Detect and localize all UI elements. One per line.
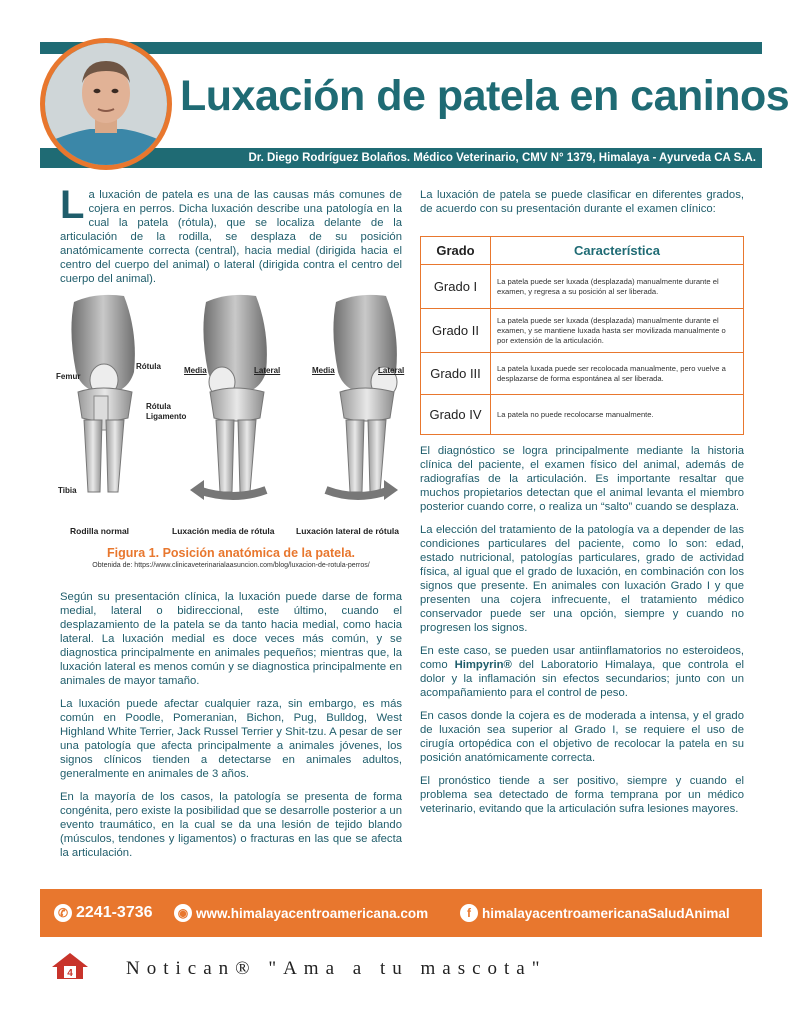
grade-cell: Grado II <box>421 309 491 353</box>
author-byline: Dr. Diego Rodríguez Bolaños. Médico Veterinario, CMV N° 1379, Himalaya - Ayurveda CA S.A. <box>248 152 756 164</box>
table-row <box>421 353 744 395</box>
globe-icon: ◉ <box>174 904 192 922</box>
grade-cell: Grado I <box>421 265 491 309</box>
grade-cell: Grado III <box>421 353 491 395</box>
label-lateral-1: Lateral <box>254 366 281 375</box>
paragraph-part: del Laboratorio Himalaya, que controla el dolor y la inflamación sin efectos secundarios; junto con un acompañamiento para el control de peso. <box>420 659 744 699</box>
brand-name: Himpyrin® <box>454 659 512 671</box>
paragraph: El diagnóstico se logra principalmente mediante la historia clínica del paciente, el examen físico del animal, además de radiografías de la articulación. Es importante resaltar que muchos propietarios detectan que el animal levanta el miembro posterior cuando corre, o realiza un “salto” cuando se desplaza. <box>420 445 744 513</box>
table-row <box>421 309 744 353</box>
house-logo-icon <box>50 951 90 986</box>
header-top-bar <box>40 42 762 54</box>
label-media-1: Media <box>184 366 207 375</box>
paragraph: La elección del tratamiento de la patología va a depender de las condiciones particulares del paciente, como lo son: edad, estado nutricional, patologías particulares, grado de actividad física, al igual que el grado de luxación, en combinación con los signos que presente. En animales con luxación Grado I y que presenten una cojera infrecuente, el tratamiento médico conservador puede ser una opción, siempre y cuando no progresen los signos. <box>420 524 744 634</box>
footer-contact-bar <box>40 889 762 937</box>
phone-icon: ✆ <box>54 904 72 922</box>
facebook-icon: f <box>460 904 478 922</box>
left-column-body <box>60 590 402 869</box>
subcaption-medial: Luxación media de rótula <box>172 526 275 536</box>
table-row <box>421 395 744 435</box>
svg-text:4: 4 <box>67 968 73 979</box>
phone-number: 2241-3736 <box>76 904 153 921</box>
paragraph: En casos donde la cojera es de moderada a intensa, y el grado de luxación sea superior al Grado I, se requiere el uso de cirugía ortopédica con el objetivo de recolocar la patela en su posición anatómicamente correcta. <box>420 710 744 764</box>
footer-facebook[interactable] <box>460 889 730 937</box>
table-row <box>421 265 744 309</box>
right-column-body <box>420 444 744 825</box>
label-lateral-2: Lateral <box>378 366 405 375</box>
facebook-handle: himalayacentroamericanaSaludAnimal <box>482 905 730 921</box>
paragraph: En la mayoría de los casos, la patología se presenta de forma congénita, pero existe la posibilidad que se desarrolle posterior a un evento traumático, en la cual se da una lesión de tejido blando (músculos, tendones y ligamentos) o fracturas en las que se afecta la articulación. <box>60 791 402 859</box>
paragraph: El pronóstico tiende a ser positivo, siempre y cuando el problema sea detectado de forma temprana por un médico veterinario, evitando que la articulación sufra lesiones mayores. <box>420 775 744 815</box>
slogan: Notican® "Ama a tu mascota" <box>126 958 547 979</box>
intro-text: a luxación de patela es una de las causas más comunes de cojera en perros. Dicha luxación describe una patología en la cual la patela (rótula), que se localiza delante de la articulación de la rodilla, se desplaza de su posición anatómicamente correcta (central), hacia medial (dirigida hacia el centro del cuerpo del animal) o lateral (dirigida contra el centro del cuerpo del animal). <box>60 189 402 285</box>
label-rotula-2: Rótula <box>146 402 171 411</box>
label-tibia: Tibia <box>58 486 77 495</box>
grade-table <box>420 236 744 435</box>
paragraph: La luxación puede afectar cualquier raza, sin embargo, es más común en Poodle, Pomeranian, Bichon, Pug, Bulldog, West Highland White Terrier, Jack Russel Terrier y Shit-tzu. A pesar de ser una patología que afecta principalmente a animales jóvenes, los signos clínicos tienden a detectarse en animales adultos, generalmente en animales de 3 años. <box>60 698 402 780</box>
table-header-characteristic: Característica <box>491 237 744 265</box>
description-cell: La patela no puede recolocarse manualmente. <box>491 395 744 435</box>
figure-source: Obtenida de: https://www.clinicaveterinarialaasuncion.com/blog/luxacion-de-rotula-perros/ <box>92 562 370 569</box>
drop-cap: L <box>60 183 85 227</box>
page-title: Luxación de patela en caninos <box>180 72 790 120</box>
paragraph: Según su presentación clínica, la luxación puede darse de forma medial, lateral o bidireccional, este último, cuando el desplazamiento de la patela se da tanto hacia medial, como hacia lateral. La luxación medial es doce veces más común, y se diagnostica principalmente en animales pequeños; mientras que, la luxación lateral es menos común y se diagnostica principalmente en animales de mayor tamaño. <box>60 591 402 687</box>
grade-cell: Grado IV <box>421 395 491 435</box>
knee-figure <box>56 292 406 542</box>
label-media-2: Media <box>312 366 335 375</box>
website-link: www.himalayacentroamericana.com <box>196 905 429 921</box>
footer-website[interactable] <box>174 889 428 937</box>
table-header-grade: Grado <box>421 237 491 265</box>
figure-caption: Figura 1. Posición anatómica de la patela. <box>107 546 355 560</box>
author-avatar <box>40 38 172 170</box>
subcaption-lateral: Luxación lateral de rótula <box>296 526 399 536</box>
right-intro: La luxación de patela se puede clasificar en diferentes grados, de acuerdo con su presentación durante el examen clínico: <box>420 189 744 215</box>
label-rotula: Rótula <box>136 362 161 371</box>
label-ligamento: Ligamento <box>146 412 187 421</box>
subcaption-normal: Rodilla normal <box>70 526 130 536</box>
paragraph <box>420 644 744 700</box>
description-cell: La patela puede ser luxada (desplazada) manualmente durante el examen, y regresa a su posición al ser liberada. <box>491 265 744 309</box>
footer-phone[interactable] <box>54 889 153 937</box>
intro-paragraph <box>60 183 402 286</box>
label-femur: Femur <box>56 372 81 381</box>
description-cell: La patela puede ser luxada (desplazada) manualmente durante el examen, y se mantiene luxada hasta ser movilizada manualmente o por extensión de la articulación. <box>491 309 744 353</box>
paragraph-part: En este caso, se pueden usar antiinflamatorios no esteroideos, como <box>420 645 744 671</box>
description-cell: La patela luxada puede ser recolocada manualmente, pero vuelve a desplazarse de forma espontánea al ser liberada. <box>491 353 744 395</box>
